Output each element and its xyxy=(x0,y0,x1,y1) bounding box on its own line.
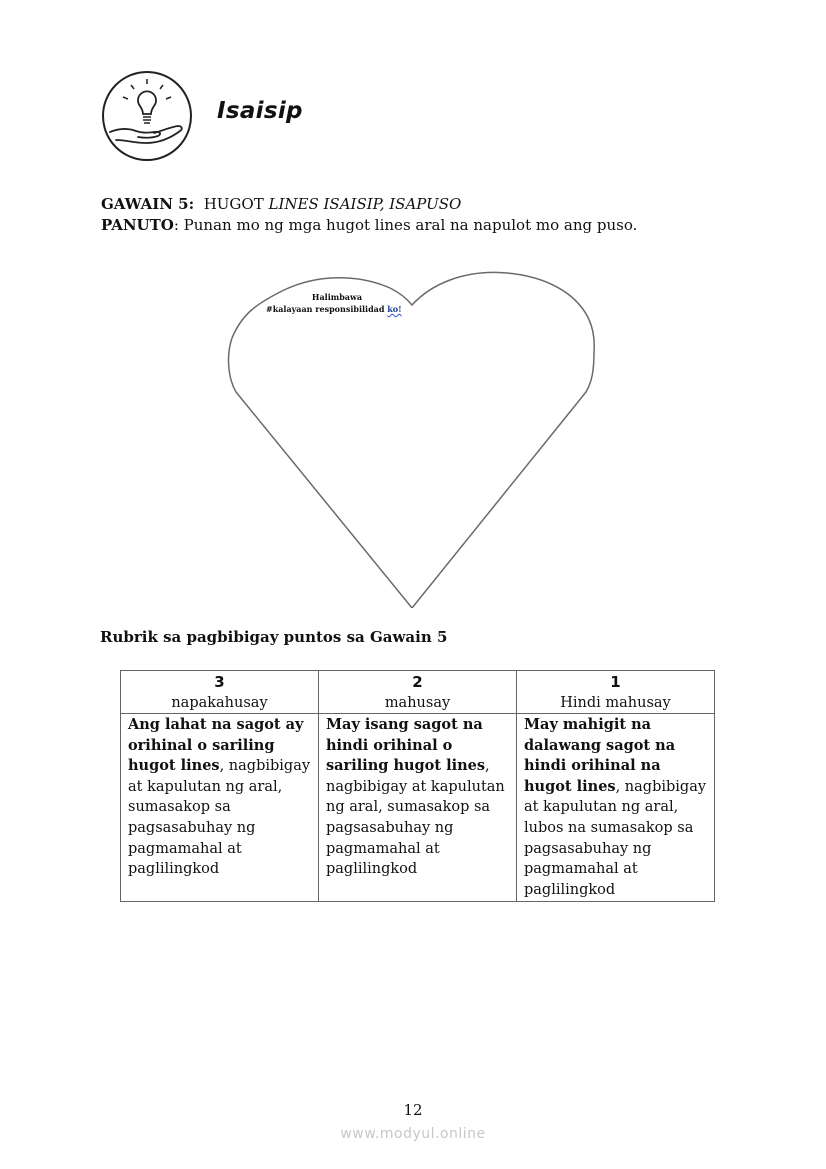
score-label: mahusay xyxy=(384,695,451,711)
score-value: 2 xyxy=(412,673,423,691)
activity-label: GAWAIN 5: xyxy=(101,195,195,213)
rubric-criteria-row xyxy=(121,714,715,902)
rubric-cell-text: , nagbibigay at kapulutan ng aral, sumasakop sa pagsasabuhay ng pagmamahal at paglilingkod xyxy=(326,758,505,878)
instructions-label: PANUTO xyxy=(101,216,174,234)
rubric-cell-bold: Ang lahat na sagot ay orihinal o sariling hugot lines xyxy=(128,716,304,775)
score-label: napakahusay xyxy=(171,695,268,711)
hand-lightbulb-icon xyxy=(100,70,194,162)
rubric-cell xyxy=(319,714,517,902)
rubric-cell xyxy=(121,714,319,902)
rubric-column-header xyxy=(319,671,517,714)
heart-example-label: Halimbawa xyxy=(311,292,363,302)
rubric-cell-text: , nagbibigay at kapulutan ng aral, sumasakop sa pagsasabuhay ng pagmamahal at paglilingkod xyxy=(128,758,311,878)
instructions-text: : Punan mo ng mga hugot lines aral na napulot mo ang puso. xyxy=(173,216,638,234)
rubric-title: Rubrik sa pagbibigay puntos sa Gawain 5 xyxy=(100,628,448,646)
activity-title-plain: HUGOT xyxy=(203,195,264,213)
score-value: 1 xyxy=(610,673,621,691)
heart-example-text: #kalayaan responsibilidad xyxy=(266,304,388,314)
score-label: Hindi mahusay xyxy=(560,695,671,711)
rubric-table xyxy=(120,670,715,902)
heart-answer-area xyxy=(226,270,600,608)
page-number: 12 xyxy=(403,1101,423,1119)
rubric-cell-bold: May isang sagot na hindi orihinal o sariling hugot lines xyxy=(326,716,486,775)
rubric-column-header xyxy=(121,671,319,714)
heart-example-tail: ko! xyxy=(387,304,402,314)
watermark-text: www.modyul.online xyxy=(340,1126,486,1142)
section-title: Isaisip xyxy=(217,98,303,124)
rubric-cell-text: , nagbibigay at kapulutan ng aral, lubos na sumasakop sa pagsasabuhay ng pagmamahal at paglilingkod xyxy=(524,778,707,898)
heart-example-hashtag xyxy=(266,304,402,314)
rubric-cell-bold: May mahigit na dalawang sagot na hindi orihinal na hugot lines xyxy=(524,716,676,795)
activity-heading xyxy=(101,195,461,213)
rubric-cell xyxy=(517,714,715,902)
score-value: 3 xyxy=(214,673,225,691)
instructions xyxy=(101,216,637,234)
rubric-column-header xyxy=(517,671,715,714)
activity-title-italic: LINES ISAISIP, ISAPUSO xyxy=(268,195,462,213)
rubric-header-row xyxy=(121,671,715,714)
